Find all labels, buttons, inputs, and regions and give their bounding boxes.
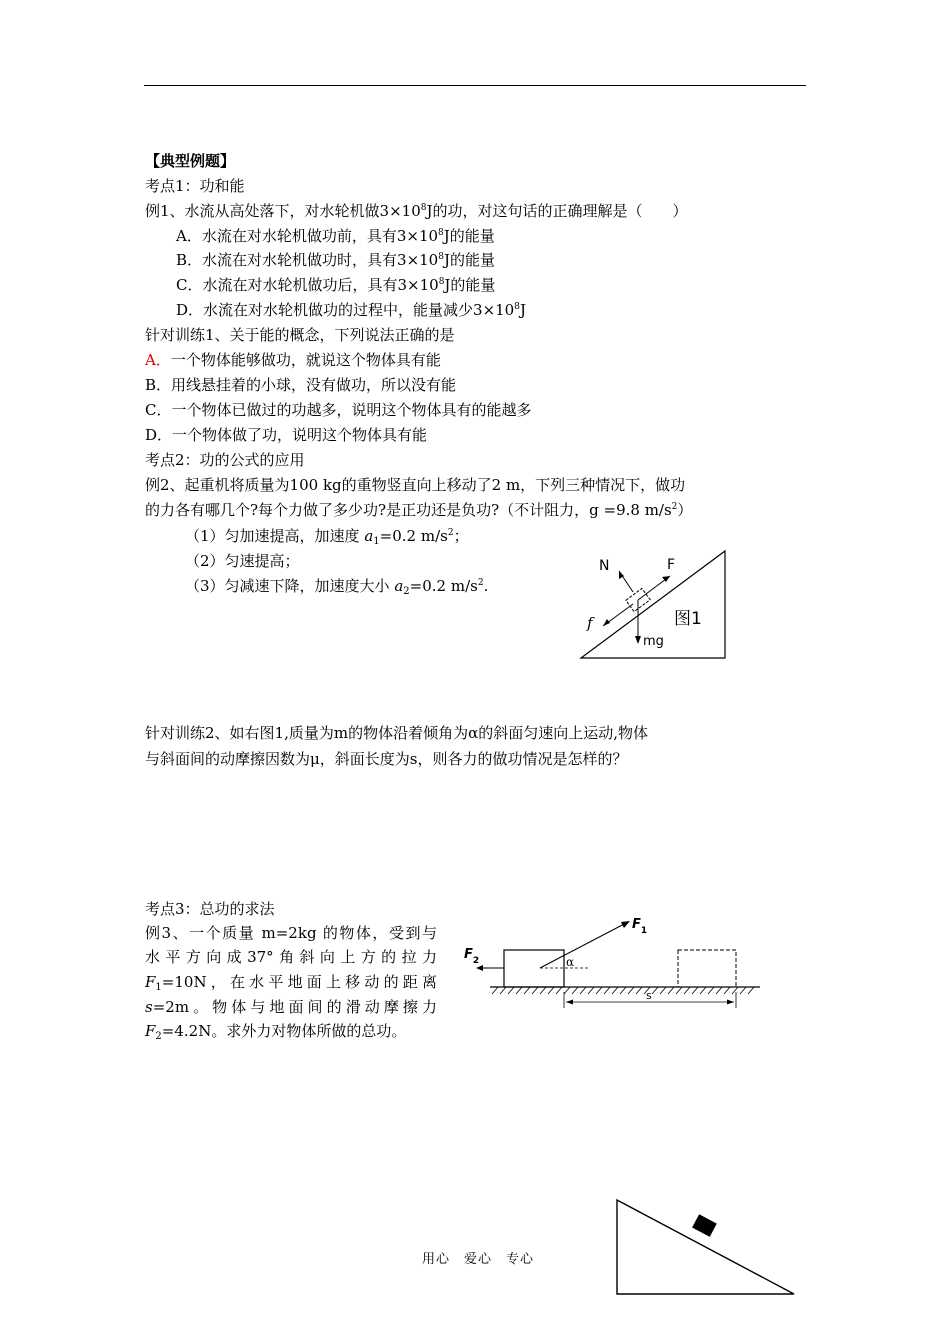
topic1-title: 考点1：功和能 <box>145 177 245 195</box>
ex2-item-3: （3）匀减速下降，加速度大小 $a_2=0.2$ $m/s^2$. <box>185 577 489 597</box>
drill1-option-c: C．一个物体已做过的功越多，说明这个物体具有的能越多 <box>145 401 532 419</box>
ex1-option-a: A．水流在对水轮机做功前，具有$3\times 10^8J$的能量 <box>176 227 495 245</box>
ex2-item-1: （1）匀加速提高，加速度 $a_1=0.2$ $m/s^2$； <box>185 527 469 547</box>
arrow-F1 <box>540 922 628 968</box>
label-mg: mg <box>643 634 664 649</box>
drill1-option-b: B．用线悬挂着的小球，没有做功，所以没有能 <box>145 376 457 394</box>
ex1-stem: 例1、水流从高处落下，对水轮机做$3\times 10^8J$的功，对这句话的正确理解是（ ） <box>145 202 688 220</box>
ex1-option-c: C．水流在对水轮机做功后，具有$3\times 10^8J$的能量 <box>176 276 496 294</box>
ground-hatching <box>492 987 754 994</box>
label-N: N <box>599 558 610 574</box>
bottom-incline-outline <box>617 1200 794 1294</box>
label-alpha: α <box>566 955 575 969</box>
drill2-line1: 针对训练2、如右图1,质量为m的物体沿着倾角为α的斜面匀速向上运动,物体 <box>145 724 648 742</box>
ex3-line4: s=2m。物体与地面间的滑动摩擦力 <box>145 998 437 1016</box>
ex3-line2: 水平方向成37°角斜向上方的拉力 <box>145 948 437 966</box>
incline-figure-1 <box>575 548 730 663</box>
topic2-title: 考点2：功的公式的应用 <box>145 451 305 469</box>
drill2-line2: 与斜面间的动摩擦因数为μ，斜面长度为s，则各力的做功情况是怎样的？ <box>145 750 628 768</box>
ex3-line3: $F_1=10N$，在水平地面上移动的距离 <box>145 973 437 993</box>
ex3-line1: 例3、一个质量 m=2kg 的物体，受到与 <box>145 924 437 942</box>
block-start <box>504 950 564 987</box>
drill1-option-d: D．一个物体做了功，说明这个物体具有能 <box>145 426 428 444</box>
ex2-item-2: （2）匀速提高； <box>185 552 300 570</box>
header-rule <box>144 85 806 86</box>
drill1-option-a: A．一个物体能够做功，就说这个物体具有能 <box>145 351 441 369</box>
ex2-line1: 例2、起重机将质量为100 kg的重物竖直向上移动了2 m，下列三种情况下，做功 <box>145 476 686 494</box>
ex1-option-b: B．水流在对水轮机做功时，具有$3\times 10^8J$的能量 <box>176 251 495 269</box>
drill1-stem: 针对训练1、关于能的概念，下列说法正确的是 <box>145 326 455 344</box>
bottom-block <box>692 1214 717 1237</box>
horizontal-pull-figure <box>460 910 765 1015</box>
label-fig1: 图1 <box>674 609 702 629</box>
label-F2: $F_2$ <box>464 947 480 966</box>
ex1-option-d: D．水流在对水轮机做功的过程中，能量减少$3\times 10^8J$ <box>176 301 526 319</box>
section-title: 【典型例题】 <box>145 152 236 170</box>
label-F: F <box>667 557 676 573</box>
label-F1: $F_1$ <box>632 917 648 936</box>
topic3-title: 考点3：总功的求法 <box>145 900 275 918</box>
bottom-incline-figure <box>612 1196 802 1298</box>
answer-mark: A． <box>145 351 171 369</box>
ex2-line2: 的力各有哪几个?每个力做了多少功?是正功还是负功?（不计阻力，g =9.8 $m/s^2$） <box>145 501 693 519</box>
label-s: s <box>646 989 652 1002</box>
label-f: f <box>587 614 593 632</box>
block-end <box>678 950 736 987</box>
ex3-line5: $F_2=4.2N$。求外力对物体所做的总功。 <box>145 1022 407 1042</box>
page-footer: 用心 爱心 专心 <box>422 1252 535 1267</box>
